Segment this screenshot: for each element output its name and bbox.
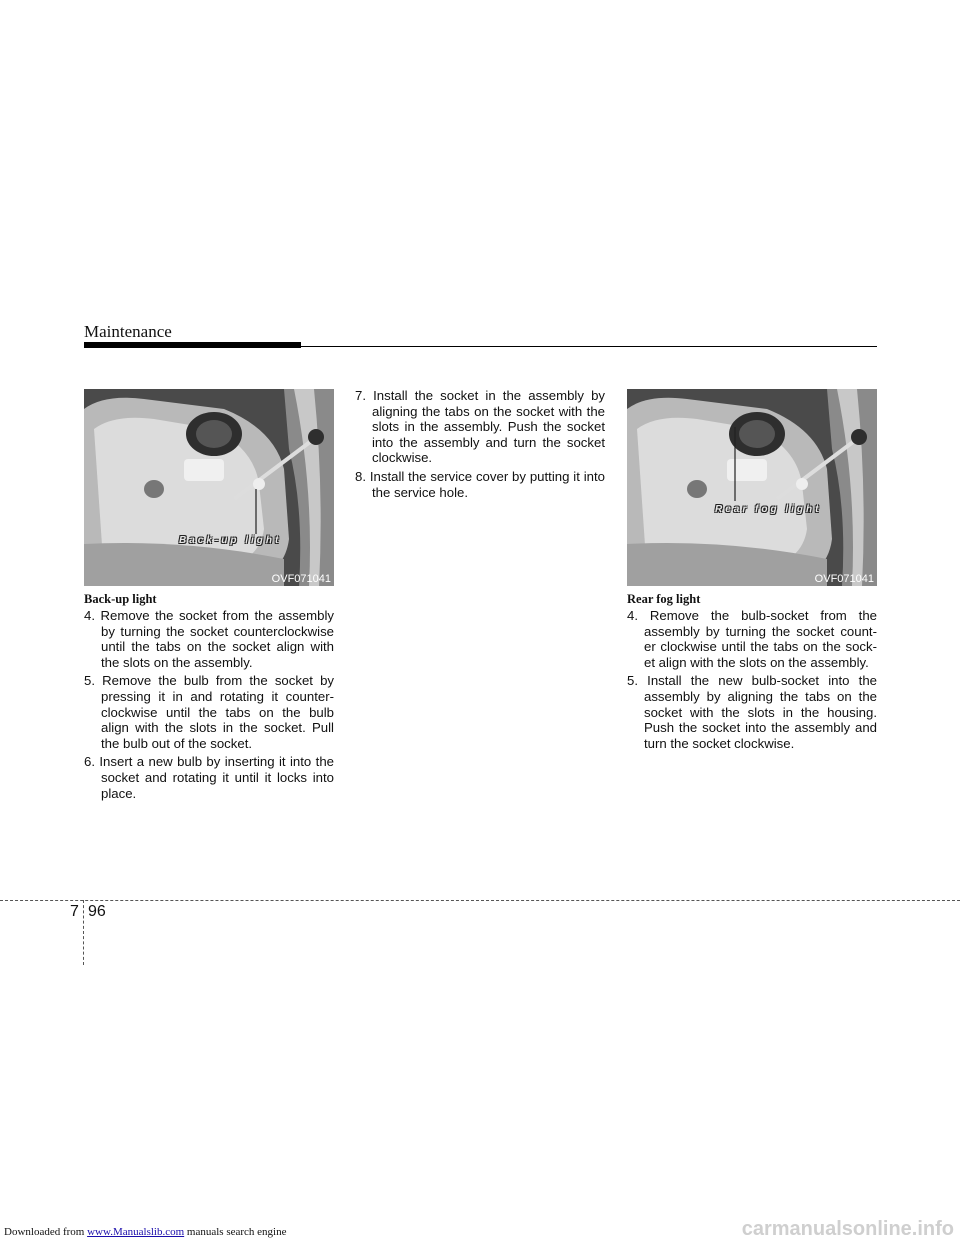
page-footer-divider [83,900,84,965]
download-credit [4,1226,286,1238]
page-footer-rule [0,900,960,901]
download-credit-prefix: Downloaded from [4,1226,85,1238]
figure-callout-label: Back-up light [179,535,282,546]
steps-backup-light [84,608,334,804]
figure-rear-fog-light-illustration [627,389,877,586]
caption-rear-fog-light: Rear fog light [627,592,701,606]
caption-backup-light: Back-up light [84,592,157,606]
step-item: 7. Install the socket in the assembly by aligning the tabs on the socket with the slots in the assembly. Push the socket into the assembly and turn the socket clockwise. [355,388,605,466]
steps-rear-fog-light [627,608,877,754]
step-item: 5. Install the new bulb-socket into the assembly by aligning the tabs on the socket with the slots in the housing. Push the socket into the assembly and turn the socket clockwise. [627,673,877,751]
figure-callout-label: Rear fog light [715,504,822,515]
section-title: Maintenance [84,322,172,341]
figure-backup-light [84,389,334,586]
download-credit-suffix: manuals search engine [184,1226,287,1238]
watermark-text: carmanualsonline.info [741,1218,954,1240]
figure-backup-light-illustration [84,389,334,586]
step-item: 8. Install the service cover by putting it into the service hole. [355,468,605,500]
chapter-number: 7 [70,903,79,920]
header-rule [84,346,877,347]
page-number: 96 [88,903,106,920]
manualslib-link[interactable]: www.Manualslib.com [87,1226,185,1238]
header-rule-thick [84,342,301,348]
step-item: 4. Remove the bulb-socket from the assembly by turning the socket count-er clockwise until the tabs on the sock-et align with the slots on the assembly. [627,608,877,670]
figure-code: OVF071041 [271,573,331,585]
step-item: 4. Remove the socket from the assembly by turning the socket counterclockwise until the tabs on the socket align with the slots on the assembly. [84,608,334,670]
step-item: 5. Remove the bulb from the socket by pressing it in and rotating it counter-clockwise until the tabs on the bulb align with the slots in the socket. Pull the bulb out of the socket. [84,673,334,751]
figure-rear-fog-light [627,389,877,586]
figure-code: OVF071041 [814,573,874,585]
step-item: 6. Insert a new bulb by inserting it into the socket and rotating it until it locks into place. [84,754,334,801]
steps-install [355,388,605,503]
